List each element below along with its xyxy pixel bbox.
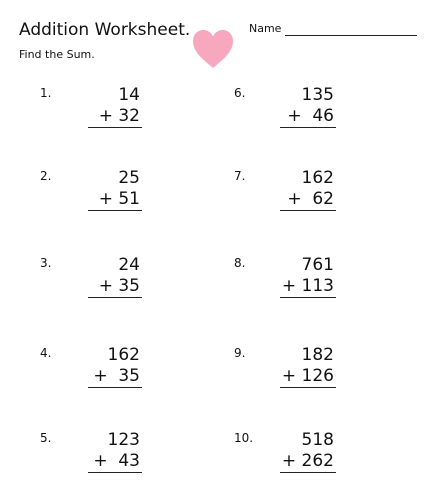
answer-line — [88, 210, 142, 211]
name-field[interactable] — [285, 35, 417, 36]
problem-number: 9. — [234, 346, 246, 360]
problem-3 — [40, 255, 140, 301]
top-addend: 14 — [118, 85, 140, 105]
name-label: Name — [249, 22, 282, 35]
problem-6 — [234, 85, 334, 131]
problem-2 — [40, 168, 140, 214]
problem-number: 8. — [234, 256, 246, 270]
top-addend: 135 — [301, 85, 334, 105]
top-addend: 162 — [301, 168, 334, 188]
bottom-addend: + 262 — [281, 451, 334, 471]
answer-line — [88, 472, 142, 473]
worksheet-instructions: Find the Sum. — [19, 48, 95, 61]
answer-line — [280, 127, 336, 128]
problem-4 — [40, 345, 140, 391]
bottom-addend: + 35 — [93, 366, 140, 386]
bottom-addend: + 43 — [93, 451, 140, 471]
problem-7 — [234, 168, 334, 214]
problem-number: 6. — [234, 86, 246, 100]
problem-number: 3. — [40, 256, 52, 270]
top-addend: 182 — [301, 345, 334, 365]
problem-9 — [234, 345, 334, 391]
top-addend: 123 — [107, 430, 140, 450]
bottom-addend: + 126 — [281, 366, 334, 386]
problem-5 — [40, 430, 140, 476]
bottom-addend: + 46 — [287, 106, 334, 126]
bottom-addend: + 35 — [98, 276, 140, 296]
answer-line — [280, 387, 336, 388]
top-addend: 24 — [118, 255, 140, 275]
problem-number: 2. — [40, 169, 52, 183]
answer-line — [88, 387, 142, 388]
answer-line — [280, 210, 336, 211]
problem-1 — [40, 85, 140, 131]
answer-line — [88, 127, 142, 128]
problem-8 — [234, 255, 334, 301]
top-addend: 25 — [118, 168, 140, 188]
bottom-addend: + 32 — [98, 106, 140, 126]
bottom-addend: + 62 — [287, 189, 334, 209]
problem-number: 1. — [40, 86, 52, 100]
bottom-addend: + 113 — [281, 276, 334, 296]
top-addend: 761 — [301, 255, 334, 275]
bottom-addend: + 51 — [98, 189, 140, 209]
top-addend: 162 — [107, 345, 140, 365]
problem-number: 7. — [234, 169, 246, 183]
worksheet-title: Addition Worksheet. — [19, 20, 191, 40]
problem-10 — [234, 430, 334, 476]
answer-line — [280, 472, 336, 473]
answer-line — [88, 297, 142, 298]
problem-number: 4. — [40, 346, 52, 360]
problem-number: 10. — [234, 431, 254, 445]
answer-line — [280, 297, 336, 298]
top-addend: 518 — [301, 430, 334, 450]
problem-number: 5. — [40, 431, 52, 445]
heart-icon — [191, 28, 235, 70]
